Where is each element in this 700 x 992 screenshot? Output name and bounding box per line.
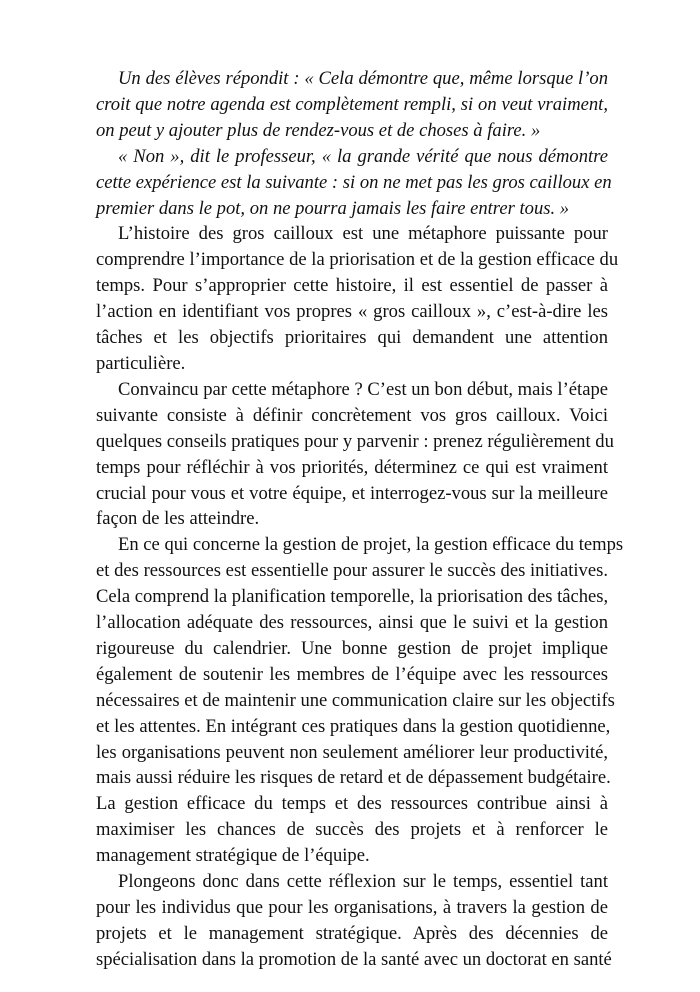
text-line: Plongeons donc dans cette réflexion sur le temps, essentiel tant [118, 871, 608, 893]
text-line: maximiser les chances de succès des projets et à renforcer le [96, 819, 608, 841]
text-line: nécessaires et de maintenir une communication claire sur les objectifs [96, 689, 615, 711]
text-line: les organisations peuvent non seulement améliorer leur productivité, [96, 741, 608, 763]
text-line: spécialisation dans la promotion de la santé avec un doctorat en santé [96, 948, 612, 970]
text-line: façon de les atteindre. [96, 508, 260, 530]
text-line: suivante consiste à définir concrètement vos gros cailloux. Voici [96, 404, 608, 426]
text-line: temps pour réfléchir à vos priorités, déterminez ce qui est vraiment [96, 456, 608, 478]
paragraph [96, 66, 608, 144]
document-page [96, 66, 624, 973]
paragraph [96, 869, 612, 973]
text-line: rigoureuse du calendrier. Une bonne gestion de projet implique [96, 637, 608, 659]
text-line: quelques conseils pratiques pour y parvenir : prenez régulièrement du [96, 430, 614, 452]
text-line: particulière. [96, 352, 186, 374]
paragraph [96, 377, 614, 532]
text-line: Cela comprend la planification temporelle, la priorisation des tâches, [96, 586, 609, 608]
paragraph [96, 144, 612, 222]
text-line: et les attentes. En intégrant ces pratiques dans la gestion quotidienne, [96, 715, 611, 737]
text-line: temps. Pour s’approprier cette histoire, il est essentiel de passer à [96, 275, 608, 297]
text-line: mais aussi réduire les risques de retard et de dépassement budgétaire. [96, 767, 611, 789]
text-line: projets et le management stratégique. Après des décennies de [96, 922, 608, 944]
text-line: également de soutenir les membres de l’équipe avec les ressources [96, 663, 608, 685]
text-line: premier dans le pot, on ne pourra jamais les faire entrer tous. » [96, 197, 570, 219]
text-line: cette expérience est la suivante : si on ne met pas les gros cailloux en [96, 171, 612, 193]
text-line: La gestion efficace du temps et des ressources contribue ainsi à [96, 793, 608, 815]
text-line: pour les individus que pour les organisations, à travers la gestion de [96, 897, 608, 918]
paragraph [96, 532, 624, 869]
text-line: l’action en identifiant vos propres « gros cailloux », c’est-à-dire les [96, 301, 608, 323]
text-line: croit que notre agenda est complètement rempli, si on veut vraiment, [96, 93, 608, 115]
paragraph [96, 221, 619, 376]
text-line: L’histoire des gros cailloux est une métaphore puissante pour [118, 223, 608, 245]
text-line: « Non », dit le professeur, « la grande vérité que nous démontre [118, 145, 608, 167]
text-line: management stratégique de l’équipe. [96, 845, 370, 867]
text-line: et des ressources est essentielle pour assurer le succès des initiatives. [96, 560, 608, 582]
text-line: comprendre l’importance de la priorisation et de la gestion efficace du [96, 249, 619, 271]
text-line: En ce qui concerne la gestion de projet, la gestion efficace du temps [118, 534, 624, 556]
text-line: tâches et les objectifs prioritaires qui demandent une attention [96, 327, 608, 349]
text-line: l’allocation adéquate des ressources, ainsi que le suivi et la gestion [96, 612, 608, 634]
text-line: on peut y ajouter plus de rendez-vous et de choses à faire. » [96, 119, 541, 141]
text-line: Un des élèves répondit : « Cela démontre que, même lorsque l’on [118, 68, 608, 89]
text-line: crucial pour vous et votre équipe, et interrogez-vous sur la meilleure [96, 482, 608, 504]
text-line: Convaincu par cette métaphore ? C’est un bon début, mais l’étape [118, 378, 608, 400]
